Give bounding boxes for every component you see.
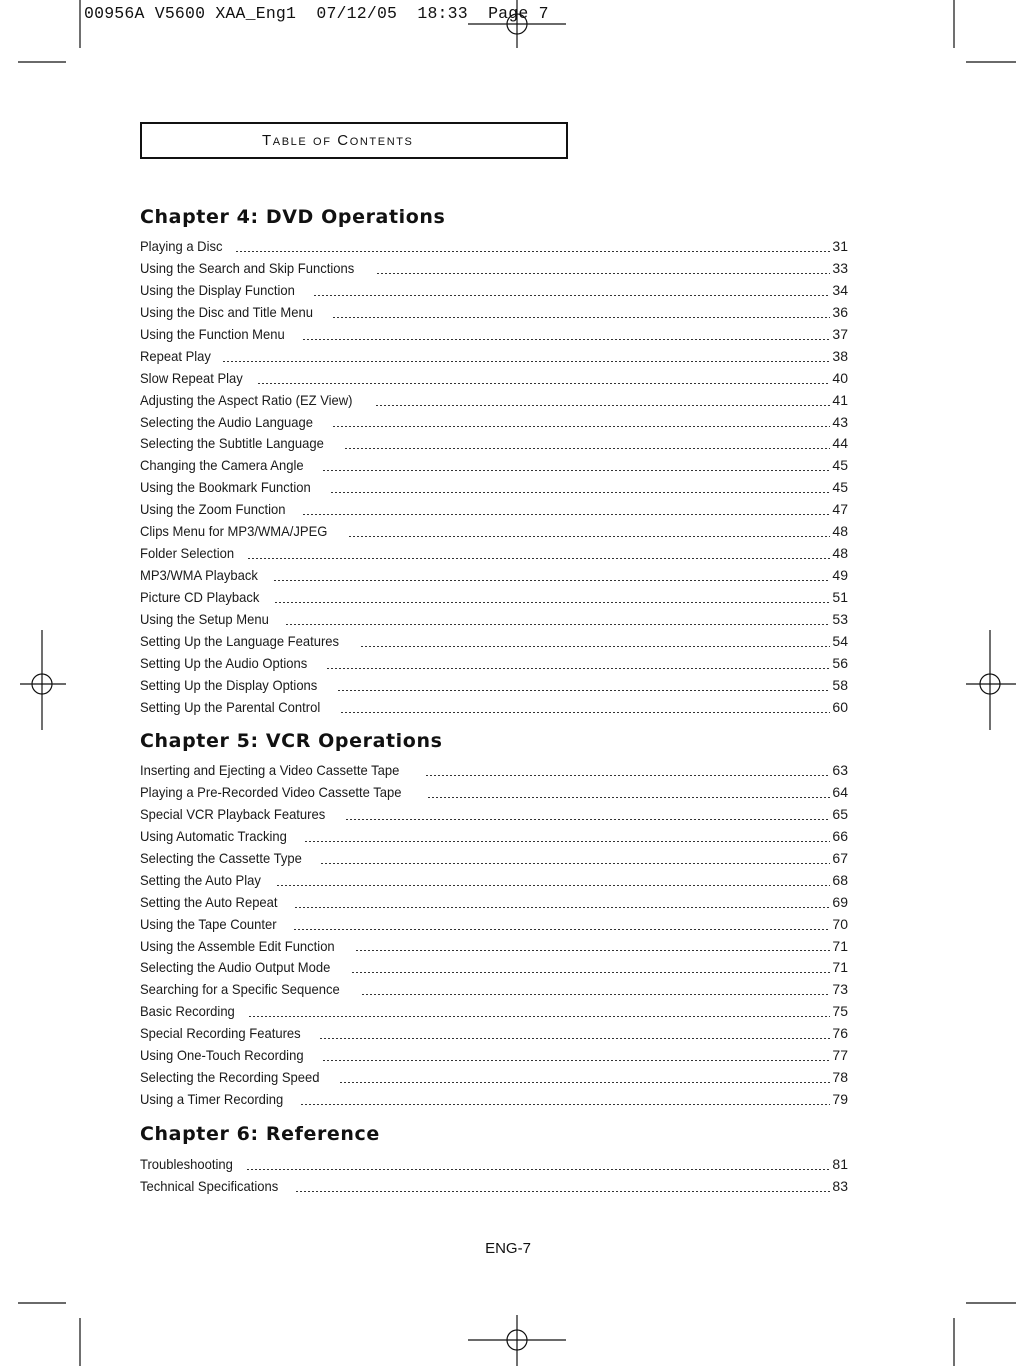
toc-entry bbox=[140, 565, 848, 587]
toc-entry-page: 38 bbox=[832, 347, 848, 364]
toc-entry-title: Using the Search and Skip Functions bbox=[140, 259, 355, 276]
toc-entry-page: 45 bbox=[832, 479, 848, 496]
toc-entry bbox=[140, 477, 848, 499]
dot-leader bbox=[235, 251, 831, 252]
dot-leader bbox=[304, 841, 830, 842]
toc-entry bbox=[140, 936, 848, 958]
toc-entry bbox=[140, 587, 848, 609]
toc-entry-page: 78 bbox=[832, 1069, 848, 1086]
toc-entry-title: Troubleshooting bbox=[140, 1156, 233, 1172]
toc-entry-page: 76 bbox=[832, 1025, 848, 1042]
dot-leader bbox=[425, 775, 831, 776]
toc-entry-title: Using a Timer Recording bbox=[140, 1091, 284, 1108]
toc-entry bbox=[140, 804, 848, 826]
dot-leader bbox=[273, 580, 831, 581]
dot-leader bbox=[248, 1016, 830, 1017]
toc-header-box bbox=[140, 122, 568, 159]
toc-entry-title: Setting the Auto Play bbox=[140, 871, 261, 888]
toc-list bbox=[140, 1154, 848, 1198]
print-slug: 00956A V5600 XAA_Eng1 07/12/05 18:33 Page 7 bbox=[84, 4, 549, 23]
toc-entry-page: 31 bbox=[832, 238, 848, 254]
toc-entry-page: 44 bbox=[832, 435, 848, 452]
toc-entry-title: Using the Display Function bbox=[140, 281, 295, 298]
toc-entry-title: Setting Up the Audio Options bbox=[140, 654, 308, 671]
page-title: Table of Contents bbox=[262, 132, 414, 149]
toc-entry-page: 71 bbox=[832, 959, 848, 976]
toc-entry bbox=[140, 499, 848, 521]
toc-entry-title: Selecting the Recording Speed bbox=[140, 1069, 320, 1086]
toc-entry bbox=[140, 957, 848, 979]
toc-entry bbox=[140, 346, 848, 368]
toc-entry-page: 65 bbox=[832, 805, 848, 822]
toc-entry-title: Basic Recording bbox=[140, 1003, 235, 1020]
dot-leader bbox=[246, 1169, 831, 1170]
toc-entry-title: Selecting the Audio Language bbox=[140, 413, 314, 430]
dot-leader bbox=[285, 624, 831, 625]
toc-entry-page: 48 bbox=[832, 545, 848, 562]
toc-list bbox=[140, 760, 848, 1111]
toc-entry-title: Selecting the Cassette Type bbox=[140, 849, 302, 866]
toc-entry-title: Playing a Disc bbox=[140, 238, 223, 254]
toc-entry-page: 60 bbox=[832, 698, 848, 715]
toc-entry-page: 37 bbox=[832, 325, 848, 342]
dot-leader bbox=[293, 929, 831, 930]
chapter-heading: Chapter 5: VCR Operations bbox=[140, 730, 443, 752]
toc-entry-title: Repeat Play bbox=[140, 347, 211, 364]
toc-entry bbox=[140, 302, 848, 324]
toc-entry-page: 51 bbox=[832, 589, 848, 605]
dot-leader bbox=[294, 907, 831, 908]
toc-entry-page: 79 bbox=[832, 1091, 848, 1108]
toc-entry-title: Setting Up the Parental Control bbox=[140, 698, 321, 715]
toc-entry-page: 68 bbox=[832, 871, 848, 888]
dot-leader bbox=[427, 797, 830, 798]
toc-entry bbox=[140, 914, 848, 936]
toc-entry bbox=[140, 1089, 848, 1111]
toc-entry-title: Clips Menu for MP3/WMA/JPEG bbox=[140, 523, 328, 540]
dot-leader bbox=[222, 361, 830, 362]
dot-leader bbox=[361, 994, 831, 995]
toc-entry bbox=[140, 1176, 848, 1198]
dot-leader bbox=[276, 885, 830, 886]
toc-entry-title: Setting Up the Display Options bbox=[140, 676, 318, 693]
toc-entry-title: Using the Assemble Edit Function bbox=[140, 937, 335, 954]
toc-entry bbox=[140, 1154, 848, 1176]
dot-leader bbox=[360, 646, 830, 647]
dot-leader bbox=[355, 950, 830, 951]
toc-entry-page: 69 bbox=[832, 893, 848, 910]
page-number: ENG-7 bbox=[485, 1240, 531, 1257]
toc-entry-title: Setting Up the Language Features bbox=[140, 632, 340, 649]
toc-entry bbox=[140, 1045, 848, 1067]
toc-entry bbox=[140, 236, 848, 258]
toc-entry-page: 73 bbox=[832, 981, 848, 998]
dot-leader bbox=[351, 972, 831, 973]
toc-entry bbox=[140, 609, 848, 631]
dot-leader bbox=[375, 405, 831, 406]
toc-entry bbox=[140, 760, 848, 782]
toc-entry-page: 53 bbox=[832, 610, 848, 627]
toc-entry-page: 81 bbox=[832, 1156, 848, 1172]
dot-leader bbox=[326, 668, 831, 669]
toc-entry bbox=[140, 368, 848, 390]
toc-entry-title: Using the Disc and Title Menu bbox=[140, 303, 313, 320]
toc-entry bbox=[140, 892, 848, 914]
toc-entry-title: Folder Selection bbox=[140, 545, 235, 562]
dot-leader bbox=[257, 383, 831, 384]
toc-entry-title: Setting the Auto Repeat bbox=[140, 893, 278, 910]
toc-entry-page: 64 bbox=[832, 783, 848, 800]
toc-entry-title: MP3/WMA Playback bbox=[140, 567, 258, 584]
toc-entry-page: 47 bbox=[832, 501, 848, 518]
toc-entry bbox=[140, 826, 848, 848]
toc-entry bbox=[140, 455, 848, 477]
dot-leader bbox=[302, 339, 831, 340]
toc-entry-title: Picture CD Playback bbox=[140, 589, 260, 605]
toc-entry-page: 36 bbox=[832, 303, 848, 320]
toc-entry-title: Selecting the Audio Output Mode bbox=[140, 959, 331, 976]
dot-leader bbox=[348, 536, 831, 537]
toc-entry bbox=[140, 280, 848, 302]
dot-leader bbox=[344, 448, 831, 449]
toc-entry-page: 71 bbox=[832, 937, 848, 954]
dot-leader bbox=[300, 1104, 830, 1105]
toc-entry-title: Special VCR Playback Features bbox=[140, 805, 326, 822]
toc-entry bbox=[140, 412, 848, 434]
toc-entry bbox=[140, 543, 848, 565]
toc-entry-page: 56 bbox=[832, 654, 848, 671]
toc-entry-title: Technical Specifications bbox=[140, 1177, 279, 1194]
toc-entry-title: Slow Repeat Play bbox=[140, 369, 243, 386]
dot-leader bbox=[274, 602, 830, 603]
toc-entry-title: Using the Setup Menu bbox=[140, 610, 269, 627]
dot-leader bbox=[340, 712, 831, 713]
toc-entry bbox=[140, 433, 848, 455]
dot-leader bbox=[320, 863, 830, 864]
toc-entry bbox=[140, 848, 848, 870]
toc-entry bbox=[140, 631, 848, 653]
dot-leader bbox=[295, 1191, 831, 1192]
toc-entry-page: 34 bbox=[832, 281, 848, 298]
chapter-heading: Chapter 6: Reference bbox=[140, 1123, 380, 1145]
toc-entry bbox=[140, 258, 848, 280]
dot-leader bbox=[332, 426, 830, 427]
toc-entry-page: 48 bbox=[832, 523, 848, 540]
dot-leader bbox=[337, 690, 831, 691]
toc-entry-page: 41 bbox=[832, 391, 848, 408]
toc-entry-title: Selecting the Subtitle Language bbox=[140, 435, 324, 452]
dot-leader bbox=[376, 273, 830, 274]
toc-entry bbox=[140, 782, 848, 804]
toc-entry-page: 45 bbox=[832, 457, 848, 474]
toc-entry bbox=[140, 675, 848, 697]
toc-entry bbox=[140, 521, 848, 543]
toc-entry-page: 54 bbox=[832, 632, 848, 649]
dot-leader bbox=[330, 492, 831, 493]
dot-leader bbox=[332, 317, 830, 318]
dot-leader bbox=[302, 514, 830, 515]
toc-entry-title: Using the Zoom Function bbox=[140, 501, 286, 518]
dot-leader bbox=[339, 1082, 830, 1083]
toc-entry bbox=[140, 1067, 848, 1089]
toc-entry-title: Searching for a Specific Sequence bbox=[140, 981, 340, 998]
toc-entry-page: 75 bbox=[832, 1003, 848, 1020]
toc-entry bbox=[140, 1023, 848, 1045]
dot-leader bbox=[345, 819, 830, 820]
dot-leader bbox=[313, 295, 831, 296]
toc-entry bbox=[140, 324, 848, 346]
toc-entry-title: Special Recording Features bbox=[140, 1025, 301, 1042]
toc-entry-title: Using the Tape Counter bbox=[140, 915, 277, 932]
toc-entry bbox=[140, 697, 848, 719]
toc-entry-title: Changing the Camera Angle bbox=[140, 457, 304, 474]
chapter-heading: Chapter 4: DVD Operations bbox=[140, 206, 446, 228]
toc-entry-title: Adjusting the Aspect Ratio (EZ View) bbox=[140, 391, 353, 408]
toc-entry-page: 49 bbox=[832, 567, 848, 584]
toc-list bbox=[140, 236, 848, 719]
dot-leader bbox=[322, 1060, 831, 1061]
toc-entry-title: Inserting and Ejecting a Video Cassette Tape bbox=[140, 762, 400, 778]
toc-entry-page: 43 bbox=[832, 413, 848, 430]
toc-entry-page: 67 bbox=[832, 849, 848, 866]
toc-entry bbox=[140, 870, 848, 892]
toc-entry-page: 33 bbox=[832, 259, 848, 276]
toc-entry-page: 77 bbox=[832, 1047, 848, 1064]
toc-entry bbox=[140, 390, 848, 412]
toc-entry-page: 70 bbox=[832, 915, 848, 932]
dot-leader bbox=[247, 558, 830, 559]
toc-entry bbox=[140, 1001, 848, 1023]
toc-entry bbox=[140, 979, 848, 1001]
toc-entry-title: Using the Function Menu bbox=[140, 325, 285, 342]
toc-entry-title: Using One-Touch Recording bbox=[140, 1047, 304, 1064]
toc-entry-title: Using the Bookmark Function bbox=[140, 479, 311, 496]
toc-entry-title: Using Automatic Tracking bbox=[140, 827, 287, 844]
toc-entry-page: 83 bbox=[832, 1177, 848, 1194]
toc-entry-page: 63 bbox=[832, 762, 848, 778]
dot-leader bbox=[322, 470, 831, 471]
toc-entry-title: Playing a Pre-Recorded Video Cassette Tape bbox=[140, 783, 402, 800]
toc-entry bbox=[140, 653, 848, 675]
toc-entry-page: 66 bbox=[832, 827, 848, 844]
dot-leader bbox=[319, 1038, 831, 1039]
toc-entry-page: 58 bbox=[832, 676, 848, 693]
toc-entry-page: 40 bbox=[832, 369, 848, 386]
